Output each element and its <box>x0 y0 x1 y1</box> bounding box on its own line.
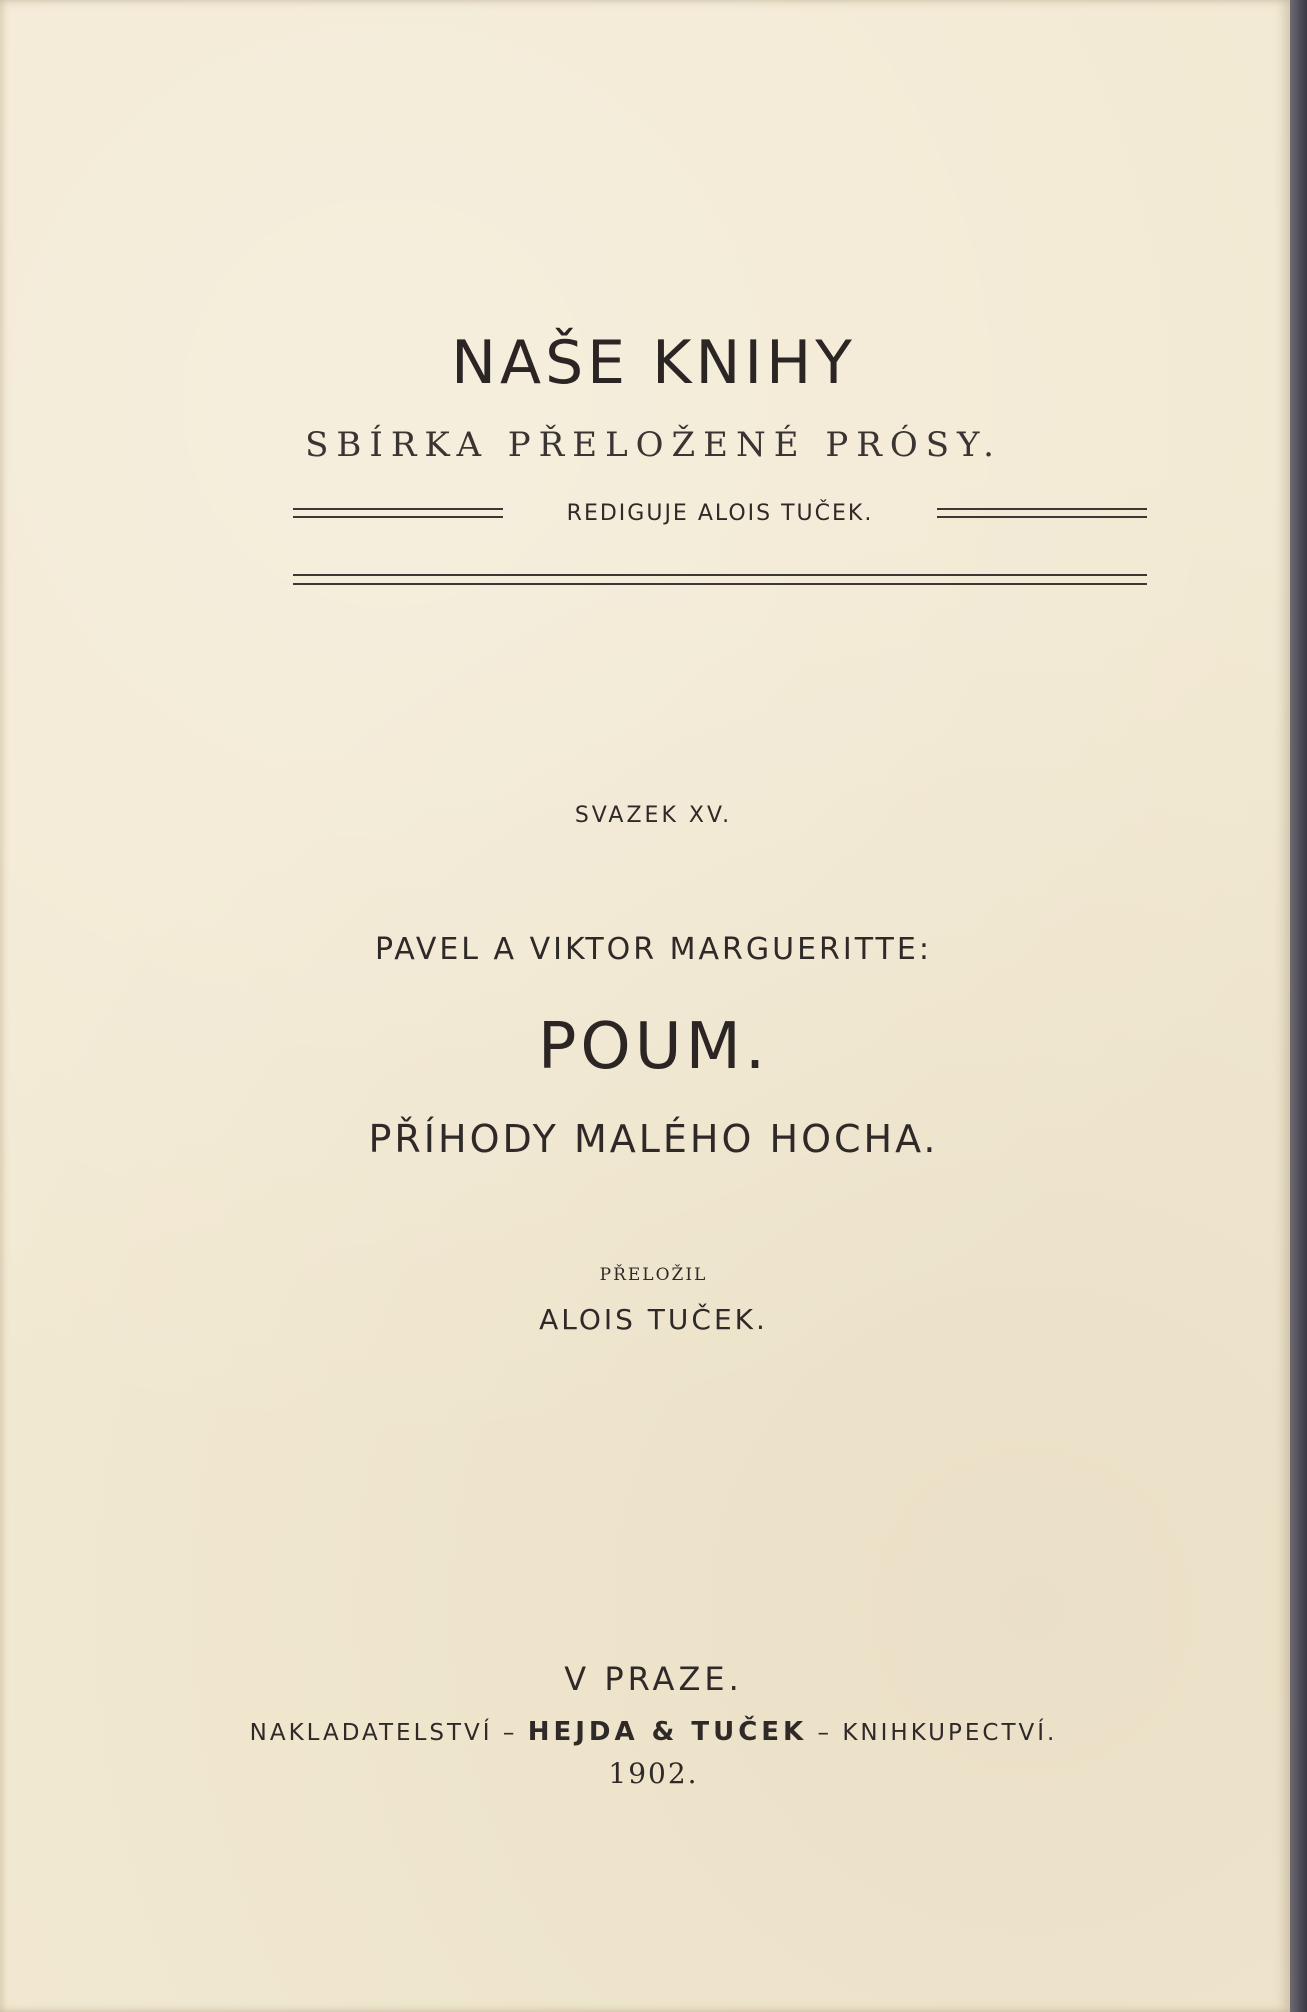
publisher-right: – KNIHKUPECTVÍ. <box>817 1720 1058 1746</box>
right-double-rule <box>937 508 1147 518</box>
translator-name: ALOIS TUČEK. <box>539 1303 768 1336</box>
imprint-place: V PRAZE. <box>564 1660 743 1698</box>
publisher-left: NAKLADATELSTVÍ – <box>249 1720 518 1746</box>
series-title: NAŠE KNIHY <box>451 328 856 398</box>
imprint-publisher <box>0 1717 1307 1747</box>
book-title: POUM. <box>537 1010 770 1084</box>
editor-line: REDIGUJE ALOIS TUČEK. <box>566 500 874 526</box>
book-authors: PAVEL A VIKTOR MARGUERITTE: <box>375 932 932 967</box>
publisher-name: HEJDA & TUČEK <box>527 1717 808 1747</box>
editor-row <box>293 498 1147 528</box>
volume-number: SVAZEK XV. <box>574 803 733 828</box>
left-double-rule <box>293 508 503 518</box>
series-subtitle: SBÍRKA PŘELOŽENÉ PRÓSY. <box>305 425 1002 465</box>
translated-by-label: PŘELOŽIL <box>599 1265 708 1285</box>
header-double-rule <box>293 574 1147 585</box>
imprint-year: 1902. <box>608 1757 699 1790</box>
book-spine-edge <box>1290 0 1307 2012</box>
book-subtitle: PŘÍHODY MALÉHO HOCHA. <box>368 1117 939 1161</box>
